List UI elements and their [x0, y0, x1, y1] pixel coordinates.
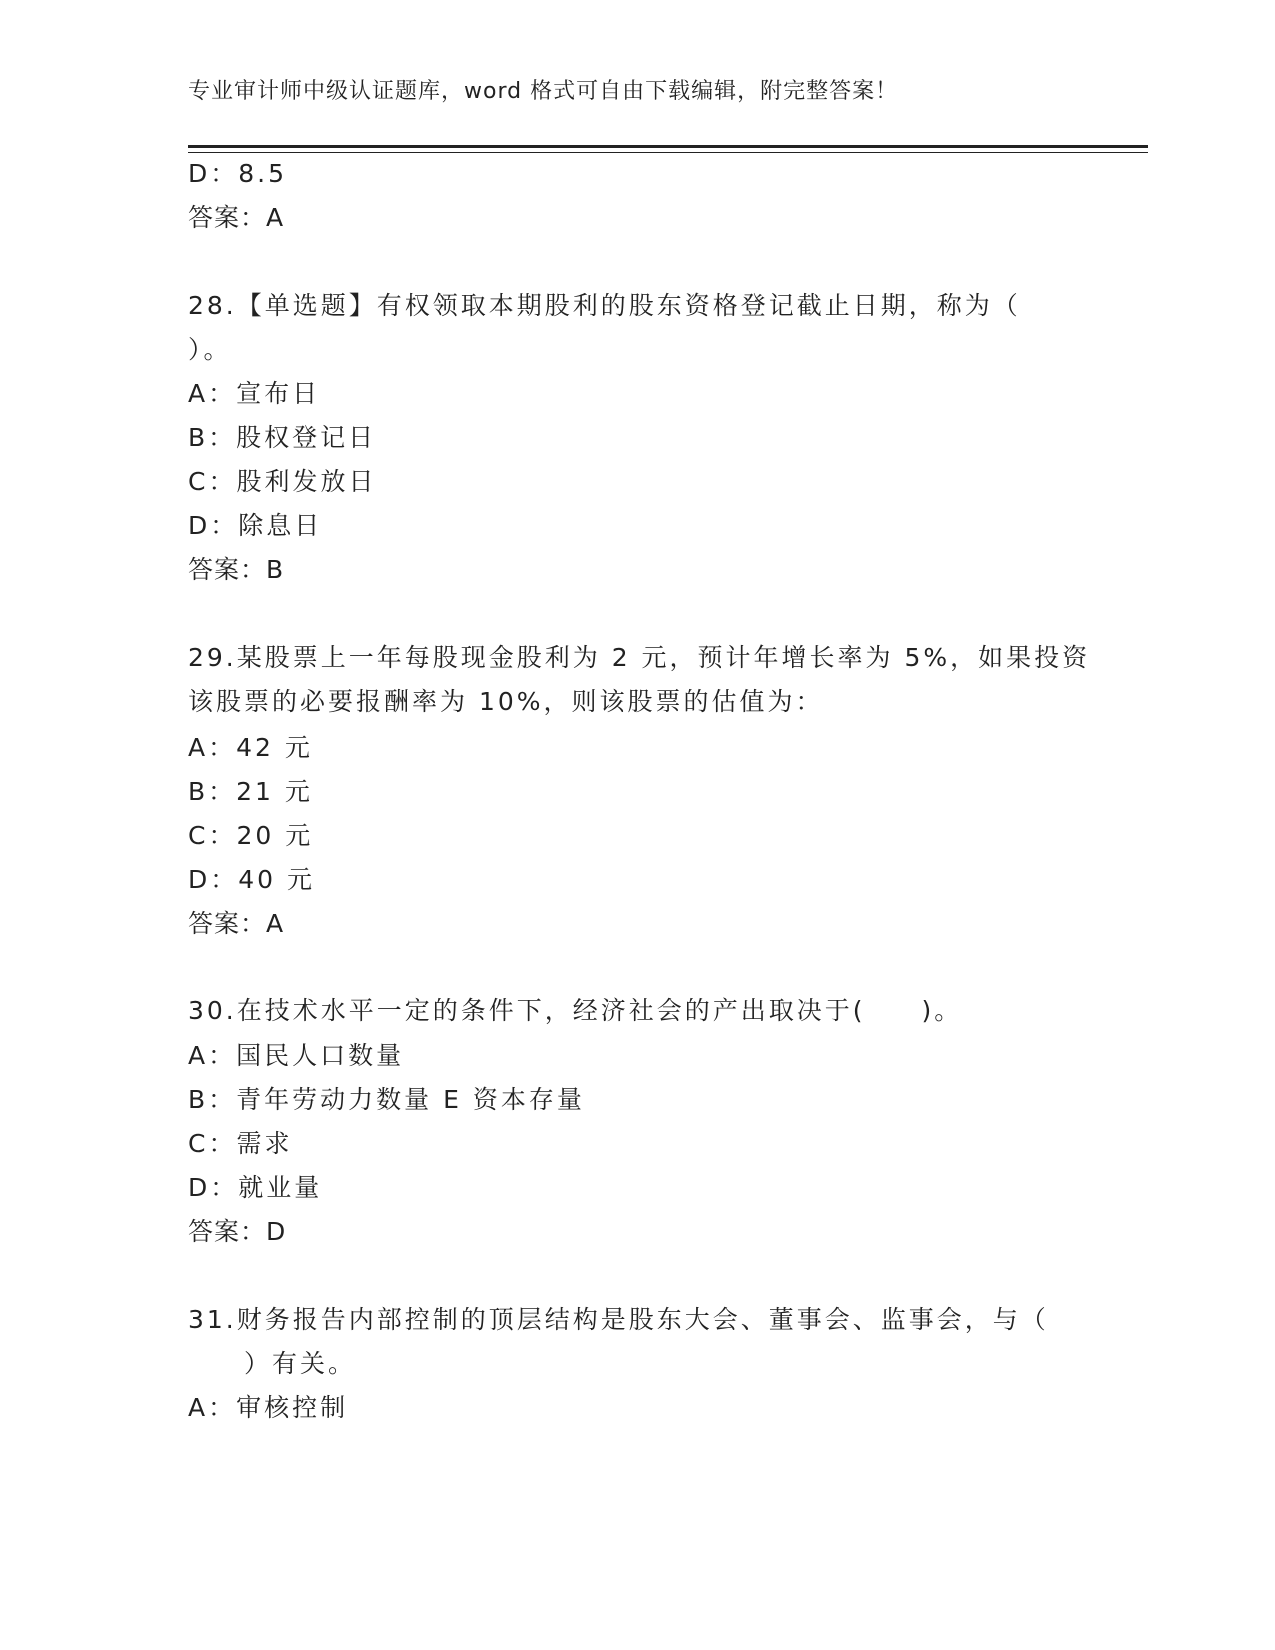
- q30-stem-line1: 30.在技术水平一定的条件下，经济社会的产出取决于( )。: [188, 996, 963, 1025]
- q30-option-b: B：青年劳动力数量 E 资本存量: [188, 1085, 585, 1114]
- q29-option-b: B：21 元: [188, 777, 313, 806]
- q30-option-d: D：就业量: [188, 1173, 323, 1202]
- carryover-answer: 答案：A: [188, 203, 285, 232]
- q29-stem-line2: 该股票的必要报酬率为 10%，则该股票的估值为：: [188, 687, 824, 716]
- q30-option-c: C：需求: [188, 1129, 293, 1158]
- q28-answer: 答案：B: [188, 555, 285, 584]
- q31-stem-line1: 31.财务报告内部控制的顶层结构是股东大会、董事会、监事会，与（: [188, 1305, 1049, 1334]
- q28-option-d: D：除息日: [188, 511, 323, 540]
- q28-option-a: A：宣布日: [188, 379, 321, 408]
- q30-option-a: A：国民人口数量: [188, 1041, 405, 1070]
- q29-option-a: A：42 元: [188, 733, 313, 762]
- carryover-option-d: D：8.5: [188, 159, 288, 188]
- q29-stem-line1: 29.某股票上一年每股现金股利为 2 元，预计年增长率为 5%，如果投资: [188, 643, 1091, 672]
- q28-option-c: C：股利发放日: [188, 467, 377, 496]
- header-rule-thick: [188, 145, 1148, 148]
- page-header: 专业审计师中级认证题库，word 格式可自由下载编辑，附完整答案！: [188, 79, 899, 104]
- header-rule-thin: [188, 152, 1148, 153]
- q31-stem-line2: ）有关。: [188, 1349, 357, 1378]
- q29-option-c: C：20 元: [188, 821, 314, 850]
- q28-stem-line1: 28.【单选题】有权领取本期股利的股东资格登记截止日期，称为（: [188, 291, 1021, 320]
- q29-option-d: D：40 元: [188, 865, 316, 894]
- q28-option-b: B：股权登记日: [188, 423, 377, 452]
- q29-answer: 答案：A: [188, 909, 285, 938]
- q28-stem-line2: ）。: [188, 335, 232, 364]
- q31-option-a: A：审核控制: [188, 1393, 349, 1422]
- q30-answer: 答案：D: [188, 1217, 287, 1246]
